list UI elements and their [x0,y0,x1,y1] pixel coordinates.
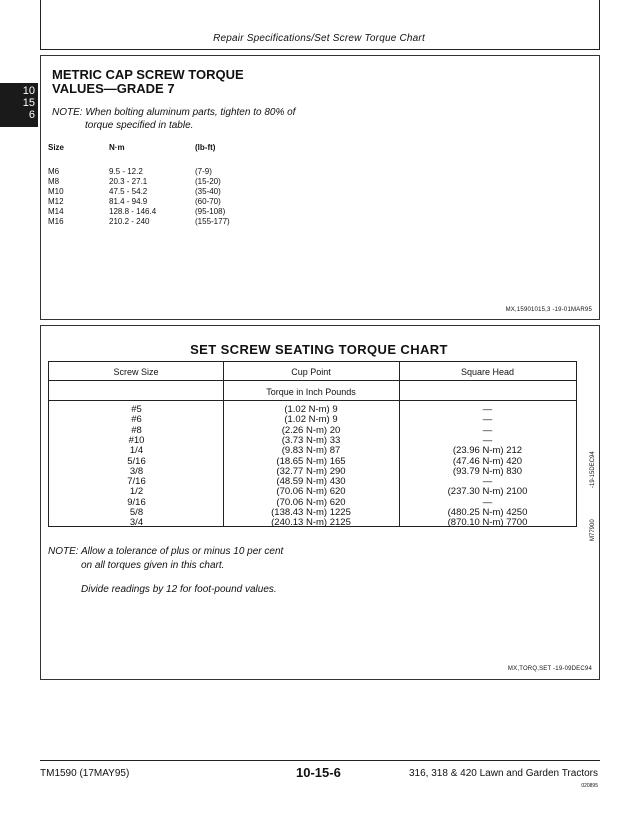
size-cell: M16 [48,217,64,226]
lbft-cell: (155-177) [195,217,230,226]
lbft-cell: (15-20) [195,177,221,186]
cup-point-cell: (18.65 N-m) 165 [276,455,346,467]
screw-size-cell: #6 [131,414,142,426]
nm-cell: 210.2 - 240 [109,217,150,226]
square-head-cell: (47.46 N-m) 420 [452,455,523,467]
col-square-head: Square Head [460,367,515,377]
cup-point-cell: (2.26 N-m) 20 [281,424,341,436]
table-row [48,187,230,197]
product-name: 316, 318 & 420 Lawn and Garden Tractors [408,768,598,779]
cup-point-cell: (32.77 N-m) 290 [276,465,346,477]
size-cell: M8 [48,177,60,186]
screw-size-cell: 1/2 [129,486,144,498]
lbft-cell: (35-40) [195,187,221,196]
cup-point-cell: (240.13 N-m) 2125 [271,517,351,529]
screw-size-cell: #5 [131,404,142,415]
title-line: VALUES—GRADE 7 [52,81,175,96]
table-row [48,177,230,187]
chart-title: SET SCREW SEATING TORQUE CHART [190,342,448,357]
cup-point-cell: (1.02 N-m) 9 [284,414,338,426]
footer-code: 020895 [581,783,598,789]
section1-reference: MX,15901015,3 -19-01MAR95 [505,307,592,313]
table-row [48,197,230,207]
lbft-cell: (95-108) [195,207,226,216]
note-line: on all torques given in this chart. [81,560,225,571]
table-row [48,167,230,177]
nm-cell: 81.4 - 94.9 [109,197,148,206]
figure-id: M77900 [590,519,596,541]
cup-point-cell: (3.73 N-m) 33 [281,434,341,446]
table-header-row [48,143,230,167]
screw-size-cell: 7/16 [127,476,146,488]
size-cell: M6 [48,167,60,176]
note-line: NOTE: When bolting aluminum parts, tighten to 80% of [52,107,296,118]
cup-point-cell: (1.02 N-m) 9 [284,404,338,415]
screw-size-cell: 3/4 [129,517,144,529]
lbft-cell: (7-9) [195,167,212,176]
title-line: METRIC CAP SCREW TORQUE [52,67,244,82]
section-tab-line: 10 [22,85,35,97]
nm-cell: 9.5 - 12.2 [109,167,143,176]
chart-rule [49,400,576,401]
cup-point-cell: (138.43 N-m) 1225 [271,507,351,518]
section-tab [0,83,38,127]
cup-point-cell: (70.06 N-m) 620 [276,486,346,498]
square-head-cell: — [482,404,493,415]
square-head-cell: (480.25 N-m) 4250 [447,507,528,518]
page-number: 10-15-6 [296,765,341,780]
size-cell: M10 [48,187,64,196]
screw-size-cell: #8 [131,424,142,436]
screw-size-cell: 5/16 [127,455,146,467]
square-head-cell: — [482,476,493,488]
screw-size-cell: 3/8 [129,465,144,477]
square-head-cell: — [482,414,493,426]
metric-torque-title [52,68,244,96]
screw-size-cell: 5/8 [129,507,144,518]
chart-rule [49,380,576,381]
manual-number: TM1590 (17MAY95) [40,768,130,779]
chart-divider [399,362,400,526]
section-tab-line: 15 [22,97,35,109]
square-head-cell: — [482,434,493,446]
torque-subheader: Torque in Inch Pounds [266,387,356,397]
col-cup-point: Cup Point [291,367,331,377]
table-row [48,207,230,217]
footer-rule [40,760,600,761]
square-head-cell: (237.30 N-m) 2100 [447,486,528,498]
screw-size-cell: 1/4 [129,445,144,457]
cup-point-cell: (9.83 N-m) 87 [281,445,341,457]
square-head-cell: (23.96 N-m) 212 [452,445,523,457]
table-row [48,217,230,227]
nm-cell: 20.3 - 27.1 [109,177,148,186]
cup-point-cell: (48.59 N-m) 430 [276,476,346,488]
header-rule [40,49,600,50]
cup-point-cell: (70.06 N-m) 620 [276,496,346,508]
tolerance-note [48,545,283,597]
square-head-cell: (93.79 N-m) 830 [452,465,523,477]
nm-cell: 47.5 - 54.2 [109,187,148,196]
section2-reference: MX,TORQ,SET -19-09DEC94 [507,666,592,672]
size-cell: M14 [48,207,64,216]
metric-torque-table [48,143,230,227]
figure-date: -19-15DEC94 [590,451,596,488]
screw-size-cell: 9/16 [127,496,146,508]
square-head-cell: — [482,496,493,508]
header-size: Size [48,143,65,152]
note-line: NOTE: Allow a tolerance of plus or minus 10 per cent [48,546,284,557]
screw-size-cell: #10 [128,434,145,446]
col-screw-size: Screw Size [113,367,159,377]
header-nm: N·m [109,143,125,152]
note-line: Divide readings by 12 for foot-pound values. [81,584,277,595]
size-cell: M12 [48,197,64,206]
note-line: torque specified in table. [85,120,194,131]
set-screw-chart [48,361,577,527]
square-head-cell: (870.10 N-m) 7700 [447,517,528,529]
nm-cell: 128.8 - 146.4 [109,207,157,216]
aluminum-note [52,106,295,132]
header-lbft: (lb-ft) [195,143,216,152]
square-head-cell: — [482,424,493,436]
lbft-cell: (60-70) [195,197,221,206]
page-header: Repair Specifications/Set Screw Torque Chart [213,33,425,44]
section-tab-line: 6 [28,109,35,121]
